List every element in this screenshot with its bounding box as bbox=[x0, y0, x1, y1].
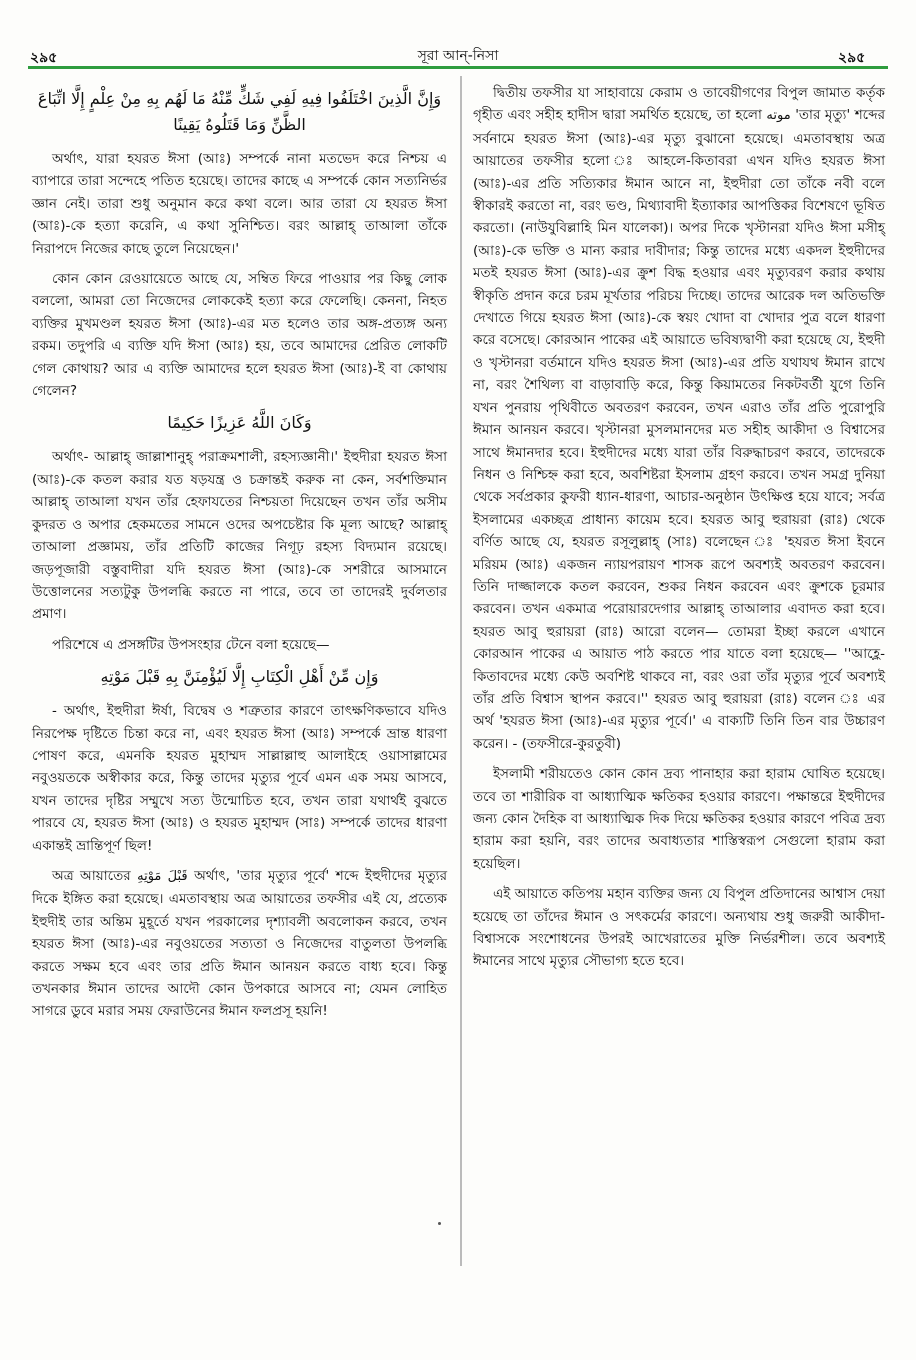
column-divider bbox=[460, 76, 462, 1266]
paragraph: পরিশেষে এ প্রসঙ্গটির উপসংহার টেনে বলা হয়েছে— bbox=[52, 636, 330, 653]
surah-title: সূরা আন্-নিসা bbox=[417, 48, 499, 64]
page-number-left: ২৯৫ bbox=[30, 50, 58, 66]
left-column bbox=[32, 82, 447, 1031]
arabic-verse-2: وَكَانَ اللَّهُ عَزِيزًا حَكِيمًا bbox=[167, 413, 312, 433]
arabic-inline: قَبْلَ مَوْتِهِ bbox=[137, 868, 188, 884]
paragraph bbox=[473, 82, 885, 755]
right-column bbox=[473, 82, 885, 981]
text-run: দ্বিতীয় তফসীর যা সাহাবায়ে কেরাম ও তাবেয়ীগণের বিপুল জামাত কর্তৃক গৃহীত এবং সহীহ হাদীস দ্বারা সমর্থিত হয়েছে, তা হলো bbox=[473, 85, 885, 124]
paragraph: ইসলামী শরীয়তেও কোন কোন দ্রব্য পানাহার করা হারাম ঘোষিত হয়েছে। তবে তা শারীরিক বা আধ্যাত্মিক ক্ষতিকর হওয়ার কারণে। পক্ষান্তরে ইহুদীদের জন্য কোন দৈহিক বা আধ্যাত্মিক দিক দিয়ে ক্ষতিকর হওয়ার কারণে পবিত্র দ্রব্য হারাম করা হয়নি, বরং তাদের অবাধ্যতার শাস্তিস্বরূপ সেগুলো হারাম করা হয়েছিল। bbox=[473, 766, 885, 872]
arabic-verse-1: وَإِنَّ الَّذِينَ اخْتَلَفُوا فِيهِ لَفِي شَكٍّ مِّنْهُ مَا لَهُم بِهِ مِنْ عِلْمٍ إِلَّا اتِّبَاعَ الظَّنِّ وَمَا قَتَلُوهُ يَقِينًا bbox=[37, 89, 442, 134]
paragraph: অর্থাৎ, যারা হযরত ঈসা (আঃ) সম্পর্কে নানা মতভেদ করে নিশ্চয় এ ব্যাপারে তারা সন্দেহে পতিত হয়েছে। তাদের কাছে এ সম্পর্কে কোন সত্যনির্ভর জ্ঞান নেই। তারা শুধু অনুমান করে কথা বলে। আর তারা যে হযরত ঈসা (আঃ)-কে হত্যা করেনি, এ কথা সুনিশ্চিত। বরং আল্লাহ্ তাআলা তাঁকে নিরাপদে নিজের কাছে তুলে নিয়েছেন।' bbox=[32, 151, 447, 257]
page-header bbox=[0, 0, 916, 66]
paragraph: কোন কোন রেওয়ায়েতে আছে যে, সম্বিত ফিরে পাওয়ার পর কিছু লোক বললো, আমরা তো নিজেদের লোককেই হত্যা করে ফেলেছি। কেননা, নিহত ব্যক্তির মুখমণ্ডল হযরত ঈসা (আঃ)-এর মত হলেও তার অঙ্গ-প্রত্যঙ্গ অন্য রকম। তদুপরি এ ব্যক্তি যদি ঈসা (আঃ) হয়, তবে আমাদের প্রেরিত লোকটি গেল কোথায়? আর এ ব্যক্তি আমাদের হলে হযরত ঈসা (আঃ)-ই বা কোথায় গেলেন? bbox=[32, 271, 447, 400]
header-rule bbox=[28, 66, 888, 69]
text-run: 'তার মৃত্যু' শব্দের সর্বনামে হযরত ঈসা (আঃ)-এর মৃত্যু বুঝানো হয়েছে। এমতাবস্থায় অত্র আয়াতের তফসীর হলো ঃ আহলে-কিতাবরা এখন যদিও হযরত ঈসা (আঃ)-এর প্রতি সত্যিকার ঈমান আনে না, ইহুদীরা তো তাঁকে নবী বলে স্বীকারই করতো না, বরং ভণ্ড, মিথ্যাবাদী ইত্যাকার আপত্তিকর বিশেষণে ভূষিত করতো। (নাউযুবিল্লাহি মিন যালেকা)। অপর দিকে খৃস্টানরা যদিও ঈসা মসীহ্ (আঃ)-কে ভক্তি ও মান্য করার দাবীদার; কিন্তু তাদের মধ্যে একদল ইহুদীদের মতই হযরত ঈসা (আঃ)-এর ক্রুশ বিদ্ধ হওয়ার এবং মৃত্যুবরণ করার কথায় স্বীকৃতি প্রদান করে চরম মূর্খতার পরিচয় দিচ্ছে। তাদের আরেক দল অতিভক্তি দেখাতে গিয়ে হযরত ঈসা (আঃ)-কে স্বয়ং খোদা বা খোদার পুত্র বলে ধারণা করে বসেছে। কোরআন পাকের এই আয়াতে ভবিষ্যদ্বাণী করা হয়েছে যে, ইহুদী ও খৃস্টানরা বর্তমানে যদিও হযরত ঈসা (আঃ)-এর প্রতি যথাযথ ঈমান রাখে না, বরং শৈথিল্য বা বাড়াবাড়ি করে, কিন্তু কিয়ামতের নিকটবর্তী যুগে তিনি যখন পুনরায় পৃথিবীতে অবতরণ করবেন, তখন এরাও তাঁর প্রতি পুরোপুরি ঈমান আনয়ন করবে। খৃস্টানরা মুসলমানদের মত সহীহ আকীদা ও বিশ্বাসের সাথে ঈমানদার হবে। ইহুদীদের মধ্যে যারা তাঁর বিরুদ্ধাচরণ করবে, তাদেরকে নিধন ও নিশ্চিহ্ন করা হবে, অবশিষ্টরা ইসলাম গ্রহণ করবে। তখন সমগ্র দুনিয়া থেকে সর্বপ্রকার কুফরী ধ্যান-ধারণা, আচার-অনুষ্ঠান উৎক্ষিপ্ত হয়ে যাবে; সর্বত্র ইসলামের একচ্ছত্র প্রাধান্য কায়েম হবে। হযরত আবু হুরায়রা (রাঃ) থেকে বর্ণিত আছে যে, হযরত রসূলুল্লাহ্ (সাঃ) বলেছেন ঃ 'হযরত ঈসা ইবনে মরিয়ম (আঃ) একজন ন্যায়পরায়ণ শাসক রূপে অবশ্যই অবতরণ করবেন। তিনি দাজ্জালকে কতল করবেন, শুকর নিধন করবেন এবং ক্রুশকে চূরমার করবেন। তখন একমাত্র পরোয়ারদেগার আল্লাহ্ তাআলার এবাদত করা হবে। হযরত আবু হুরায়রা (রাঃ) আরো বলেন— তোমরা ইচ্ছা করলে এখানে কোরআন পাকের এ আয়াত পাঠ করতে পার যাতে বলা হয়েছে— ''আহ্লে-কিতাবদের মধ্যে কেউ অবশিষ্ট থাকবে না, বরং ওরা তাঁর মৃত্যুর পূর্বে অবশ্যই তাঁর প্রতি বিশ্বাস স্থাপন করবে।'' হযরত আবু হুরায়রা (রাঃ) বলেন ঃ এর অর্থ 'হযরত ঈসা (আঃ)-এর মৃত্যুর পূর্বে।' এ বাক্যটি তিনি তিন বার উচ্চারণ করেন। - (তফসীরে-কুরতুবী) bbox=[473, 107, 886, 752]
text-run: অত্র আয়াতের bbox=[52, 867, 131, 884]
paragraph: এই আয়াতে কতিপয় মহান ব্যক্তির জন্য যে বিপুল প্রতিদানের আশ্বাস দেয়া হয়েছে তা তাঁদের ঈমান ও সৎকর্মের কারণে। অন্যথায় শুধু জরুরী আকীদা-বিশ্বাসকে সংশোধনের উপরই আখেরাতের মুক্তি নির্ভরশীল। তবে অবশ্যই ঈমানের সাথে মৃত্যুর সৌভাগ্য হতে হবে। bbox=[473, 886, 885, 970]
paragraph bbox=[32, 865, 447, 1023]
paragraph: অর্থাৎ- আল্লাহ্ জাল্লাশানুহ্ পরাক্রমশালী, রহস্যজ্ঞানী।' ইহুদীরা হযরত ঈসা (আঃ)-কে কতল করার যত ষড়যন্ত্র ও চক্রান্তই করুক না কেন, সর্বশক্তিমান আল্লাহ্ তাআলা যখন তাঁর হেফাযতের নিশ্চয়তা দিয়েছেন তখন তাঁর অসীম কুদরত ও অপার হেকমতের সামনে ওদের অপচেষ্টার কি মূল্য আছে? আল্লাহ্ তাআলা প্রজ্ঞাময়, তাঁর প্রতিটি কাজের নিগূঢ় রহস্য বিদ্যমান রয়েছে। জড়পূজারী বস্তুবাদীরা যদি হযরত ঈসা (আঃ)-কে সশরীরে আসমানে উত্তোলনের সত্যটুকু উপলব্ধি করতে না পারে, তবে তা তাদেরই দুর্বলতার প্রমাণ। bbox=[32, 449, 447, 623]
arabic-verse-3: وَإِن مِّنْ أَهْلِ الْكِتَابِ إِلَّا لَيُؤْمِنَنَّ بِهِ قَبْلَ مَوْتِهِ bbox=[100, 667, 379, 687]
arabic-inline: موته bbox=[766, 108, 791, 124]
page-number-right: ২৯৫ bbox=[838, 50, 866, 66]
text-run: অর্থাৎ, 'তার মৃত্যুর পূর্বে' শব্দে ইহুদীদের মৃত্যুর দিকে ইঙ্গিত করা হয়েছে। এমতাবস্থায় অত্র আয়াতের তফসীর এই যে, প্রত্যেক ইহুদীই তার অন্তিম মুহূর্তে যখন পরকালের দৃশ্যাবলী অবলোকন করবে, তখন হযরত ঈসা (আঃ)-এর নবুওয়তের সত্যতা ও নিজেদের বাতুলতা উপলব্ধি করতে সক্ষম হবে এবং তার প্রতি ঈমান আনয়ন করতে বাধ্য হবে। কিন্তু তখনকার ঈমান তাদের আদৌ কোন উপকারে আসবে না; যেমন লোহিত সাগরে ডুবে মরার সময় ফেরাউনের ঈমান ফলপ্রসূ হয়নি! bbox=[32, 867, 447, 1020]
print-speck bbox=[438, 1222, 441, 1225]
paragraph: - অর্থাৎ, ইহুদীরা ঈর্ষা, বিদ্বেষ ও শত্রুতার কারণে তাৎক্ষণিকভাবে যদিও নিরপেক্ষ দৃষ্টিতে চিন্তা করে না, এবং হযরত ঈসা (আঃ) সম্পর্কে ভ্রান্ত ধারণা পোষণ করে, এমনকি হযরত মুহাম্মদ সাল্লাল্লাহু আলাইহে ওয়াসাল্লামের নবুওয়তকে অস্বীকার করে, কিন্তু তাদের মৃত্যুর পূর্বে এমন এক সময় আসবে, যখন তাদের দৃষ্টির সম্মুখে সত্য উন্মোচিত হবে, তখন তারা যথার্থই বুঝতে পারবে যে, হযরত ঈসা (আঃ) ও হযরত মুহাম্মদ (সাঃ) সম্পর্কে তাদের ধারণা একান্তই ভ্রান্তিপূর্ণ ছিল! bbox=[32, 703, 447, 854]
